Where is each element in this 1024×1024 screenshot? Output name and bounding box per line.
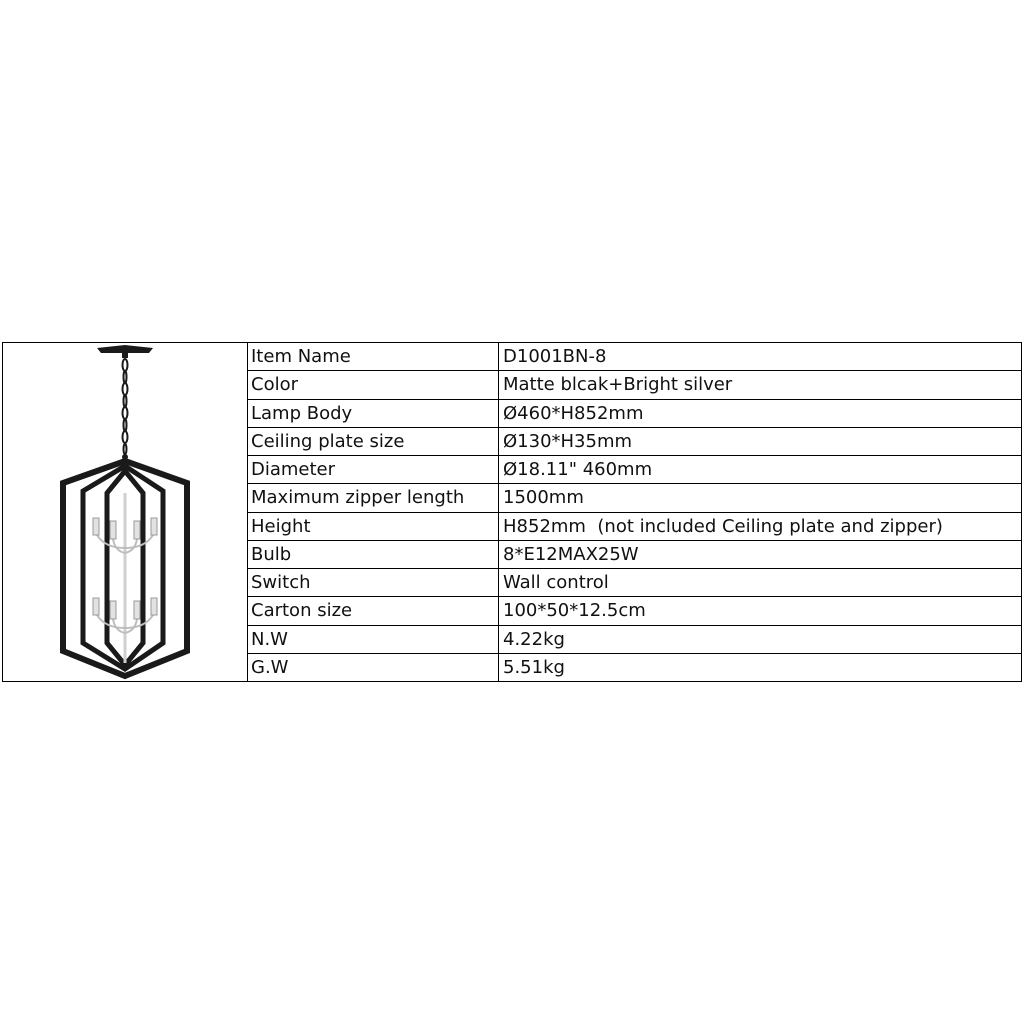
spec-row-height — [248, 513, 1021, 541]
spec-row-lamp-body — [248, 400, 1021, 428]
spec-row-carton-size — [248, 597, 1021, 625]
spec-value: 8*E12MAX25W — [503, 543, 639, 565]
spec-value: Ø18.11" 460mm — [503, 459, 653, 480]
spec-value: 100*50*12.5cm — [503, 600, 646, 622]
spec-row-switch — [248, 569, 1021, 597]
spec-label: Height — [248, 513, 499, 540]
spec-label: Ceiling plate size — [248, 428, 499, 455]
spec-label: Bulb — [248, 541, 499, 568]
spec-row-gross-weight — [248, 654, 1021, 681]
product-image-chandelier — [3, 343, 248, 681]
spec-label: Switch — [248, 569, 499, 596]
spec-label: Diameter — [248, 456, 499, 483]
spec-value: D1001BN-8 — [503, 346, 607, 367]
chandelier-illustration — [25, 343, 225, 681]
spec-row-color — [248, 371, 1021, 399]
spec-label: Color — [248, 371, 499, 398]
spec-row-ceiling-plate-size — [248, 428, 1021, 456]
spec-row-maximum-zipper-length — [248, 484, 1021, 512]
spec-value: H852mm (not included Ceiling plate and zipper) — [503, 515, 943, 537]
spec-row-item-name — [248, 343, 1021, 371]
spec-label: Lamp Body — [248, 400, 499, 427]
spec-value: Ø460*H852mm — [503, 402, 644, 424]
spec-label: Carton size — [248, 597, 499, 624]
spec-value: Matte blcak+Bright silver — [503, 374, 733, 396]
spec-label: N.W — [248, 626, 499, 653]
spec-label: Maximum zipper length — [248, 484, 499, 511]
spec-value: 5.51kg — [503, 656, 565, 678]
spec-sheet — [2, 342, 1022, 682]
spec-row-diameter — [248, 456, 1021, 484]
spec-row-net-weight — [248, 626, 1021, 654]
spec-value: Ø130*H35mm — [503, 430, 633, 452]
spec-table — [248, 343, 1021, 681]
spec-label: Item Name — [248, 343, 499, 370]
spec-value: 4.22kg — [503, 628, 565, 650]
spec-value: Wall control — [503, 572, 609, 593]
spec-value: 1500mm — [503, 487, 584, 509]
spec-label: G.W — [248, 654, 499, 681]
spec-row-bulb — [248, 541, 1021, 569]
